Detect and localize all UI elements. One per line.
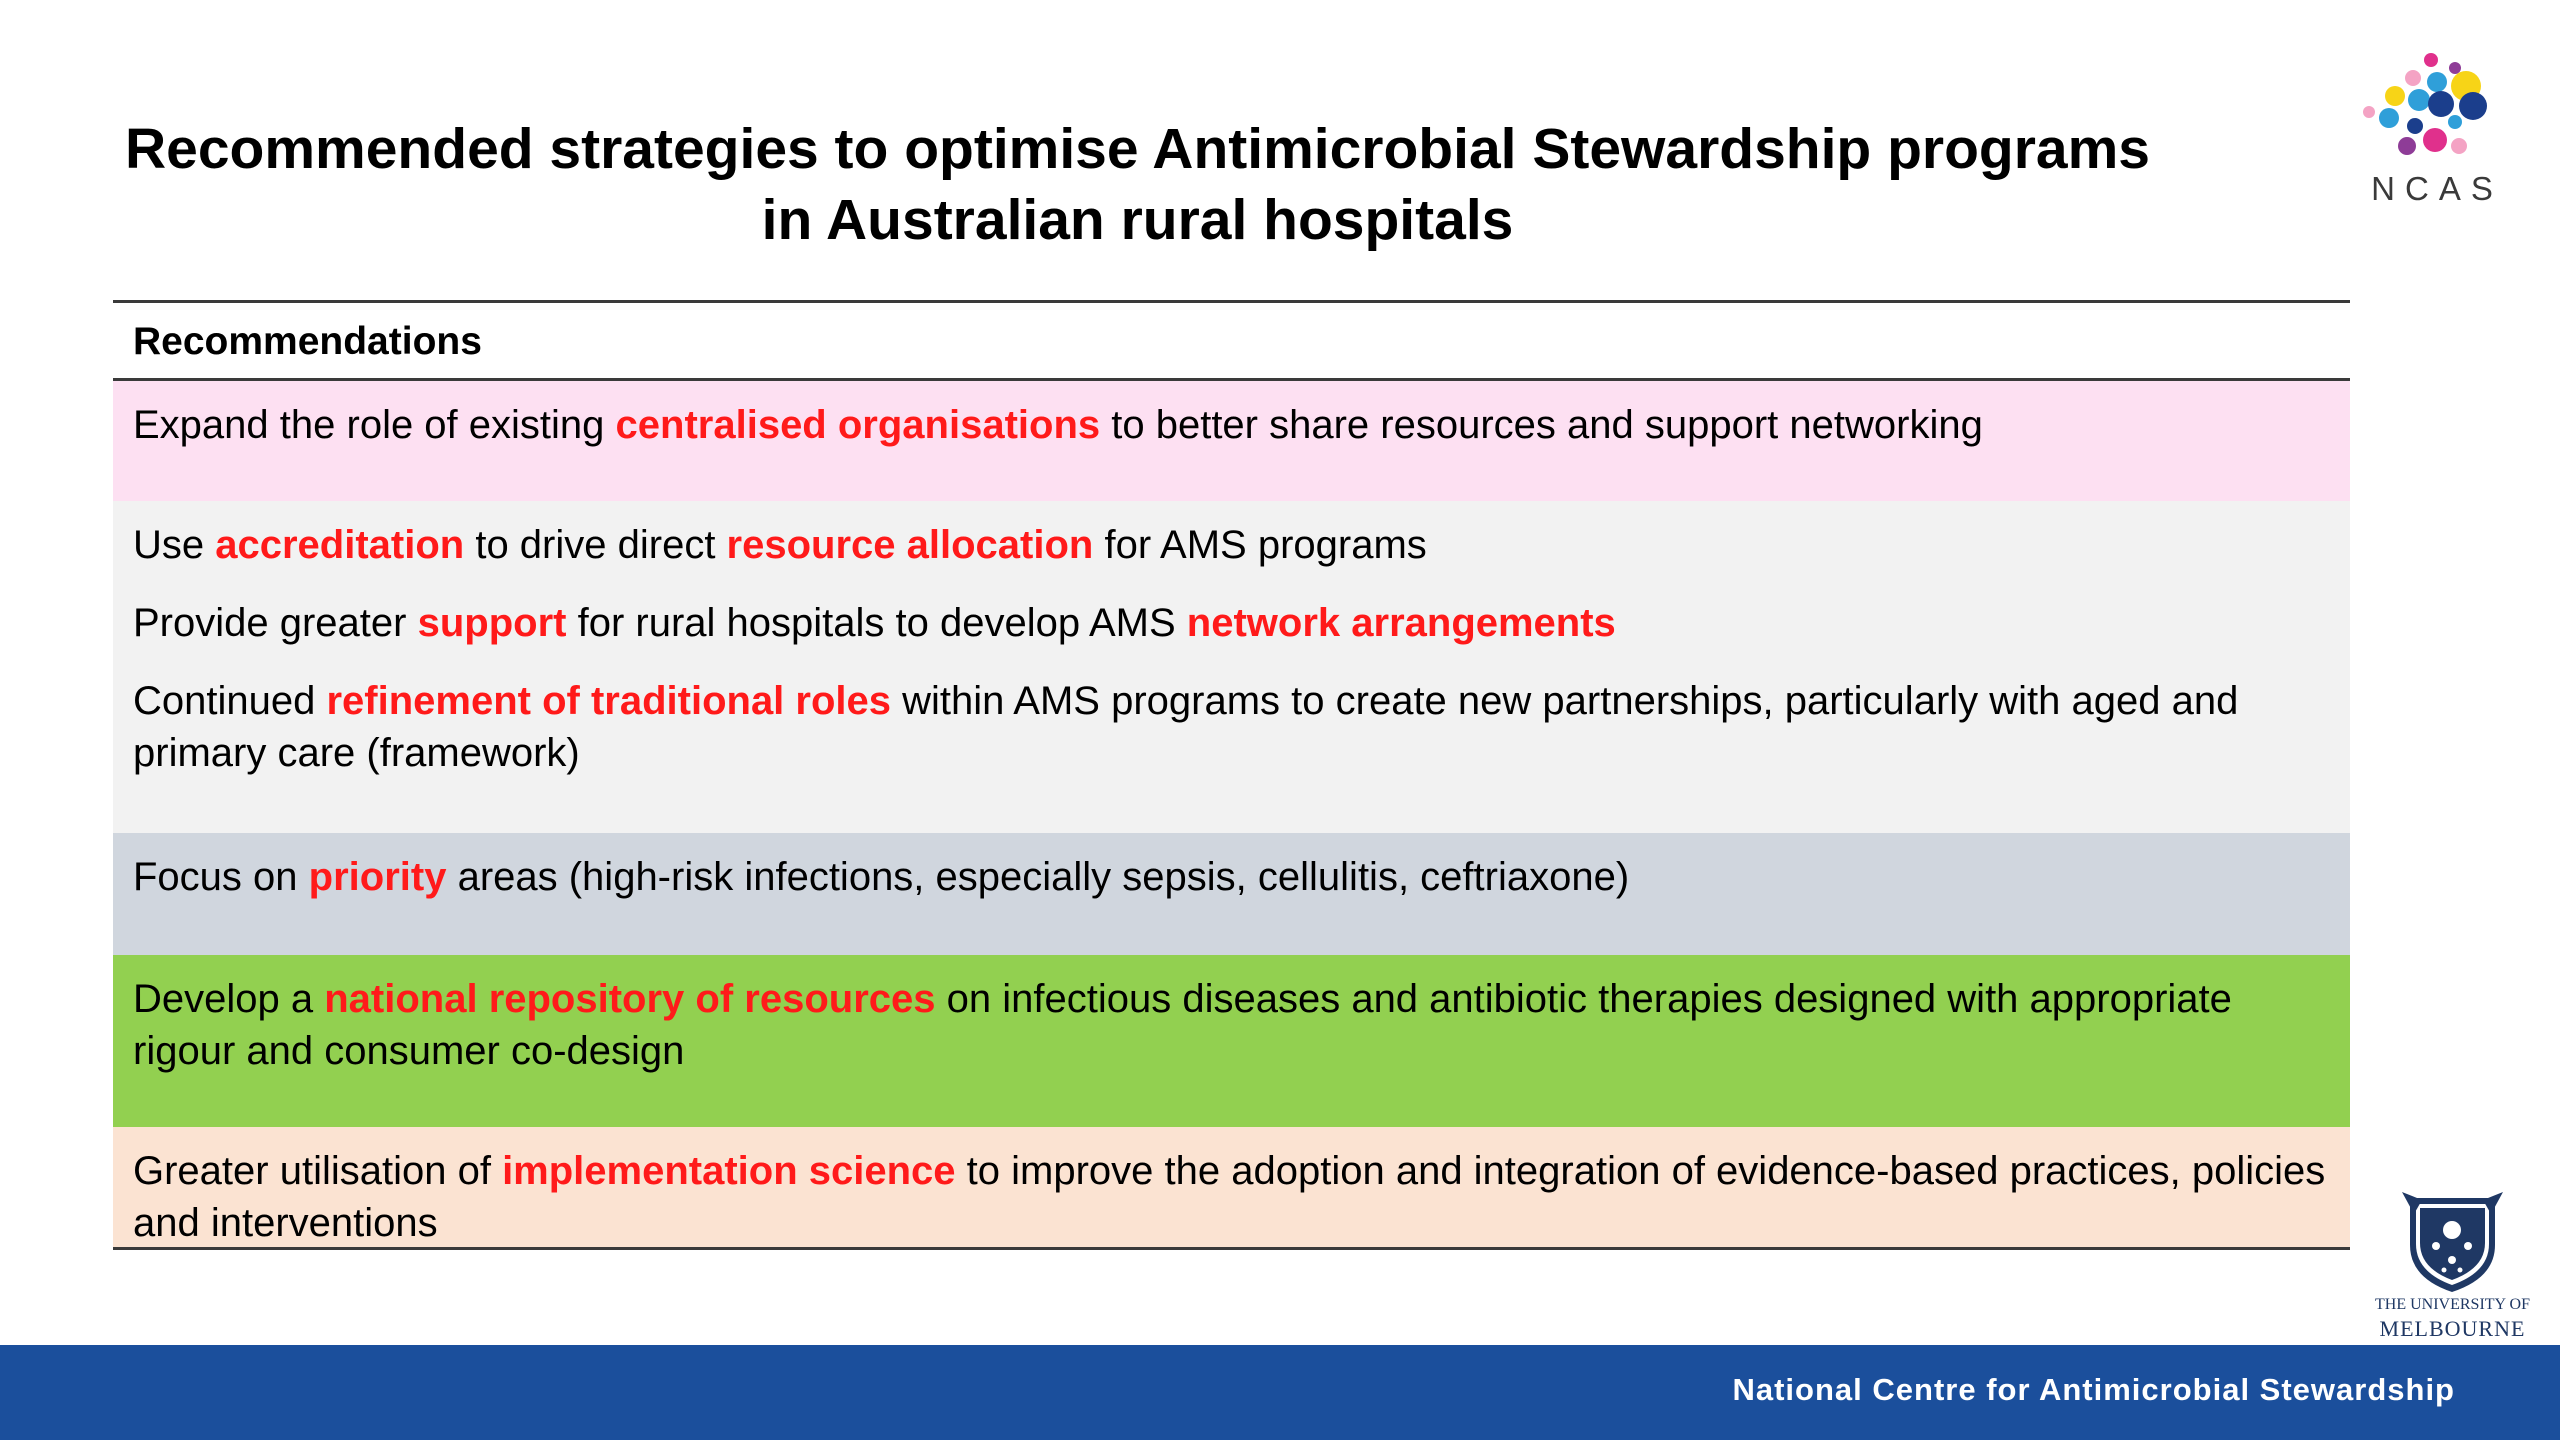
ncas-logo-text: NCAS <box>2371 170 2503 207</box>
slide-title-line-2: in Australian rural hospitals <box>761 188 1514 252</box>
recommendation-item: Develop a national repository of resources on infectious diseases and antibiotic therapies designed with appropriate rigour and consumer co-design <box>133 977 2232 1073</box>
highlight-text: support <box>417 601 567 645</box>
recommendation-group-3 <box>113 833 2350 955</box>
recommendation-item: Provide greater support for rural hospitals to develop AMS network arrangements <box>133 601 1616 645</box>
university-name-line-1: THE UNIVERSITY OF <box>2375 1296 2530 1313</box>
university-name-line-2: MELBOURNE <box>2379 1316 2526 1341</box>
university-crest-icon <box>2400 1190 2505 1294</box>
recommendation-group-5 <box>113 1127 2350 1247</box>
recommendation-item: Use accreditation to drive direct resource allocation for AMS programs <box>133 523 1427 567</box>
recommendation-item: Expand the role of existing centralised organisations to better share resources and support networking <box>133 403 1983 447</box>
highlight-text: implementation science <box>502 1149 956 1193</box>
highlight-text: network arrangements <box>1186 601 1616 645</box>
slide-title <box>60 114 2215 256</box>
recommendations-table <box>113 300 2350 1250</box>
highlight-text: refinement of traditional roles <box>326 679 892 723</box>
recommendation-group-4 <box>113 955 2350 1127</box>
ncas-dots-icon <box>2355 48 2515 173</box>
highlight-text: accreditation <box>215 523 465 567</box>
slide-title-line-1: Recommended strategies to optimise Antimicrobial Stewardship programs <box>124 117 2150 181</box>
highlight-text: priority <box>308 855 447 899</box>
highlight-text: centralised organisations <box>615 403 1101 447</box>
highlight-text: national repository of resources <box>324 977 936 1021</box>
highlight-text: resource allocation <box>726 523 1094 567</box>
recommendation-item: Greater utilisation of implementation science to improve the adoption and integration of evidence-based practices, policies and interventions <box>133 1149 2326 1245</box>
recommendation-item: Continued refinement of traditional roles within AMS programs to create new partnerships, particularly with aged and primary care (framework) <box>133 679 2239 775</box>
recommendation-group-2 <box>113 501 2350 833</box>
footer-bar <box>0 1345 2560 1440</box>
university-of-melbourne-logo <box>2370 1190 2535 1345</box>
footer-text: National Centre for Antimicrobial Stewardship <box>1732 1372 2455 1407</box>
table-header: Recommendations <box>113 303 2350 381</box>
recommendation-item: Focus on priority areas (high-risk infections, especially sepsis, cellulitis, ceftriaxone) <box>133 855 1630 899</box>
recommendation-group-1 <box>113 381 2350 501</box>
